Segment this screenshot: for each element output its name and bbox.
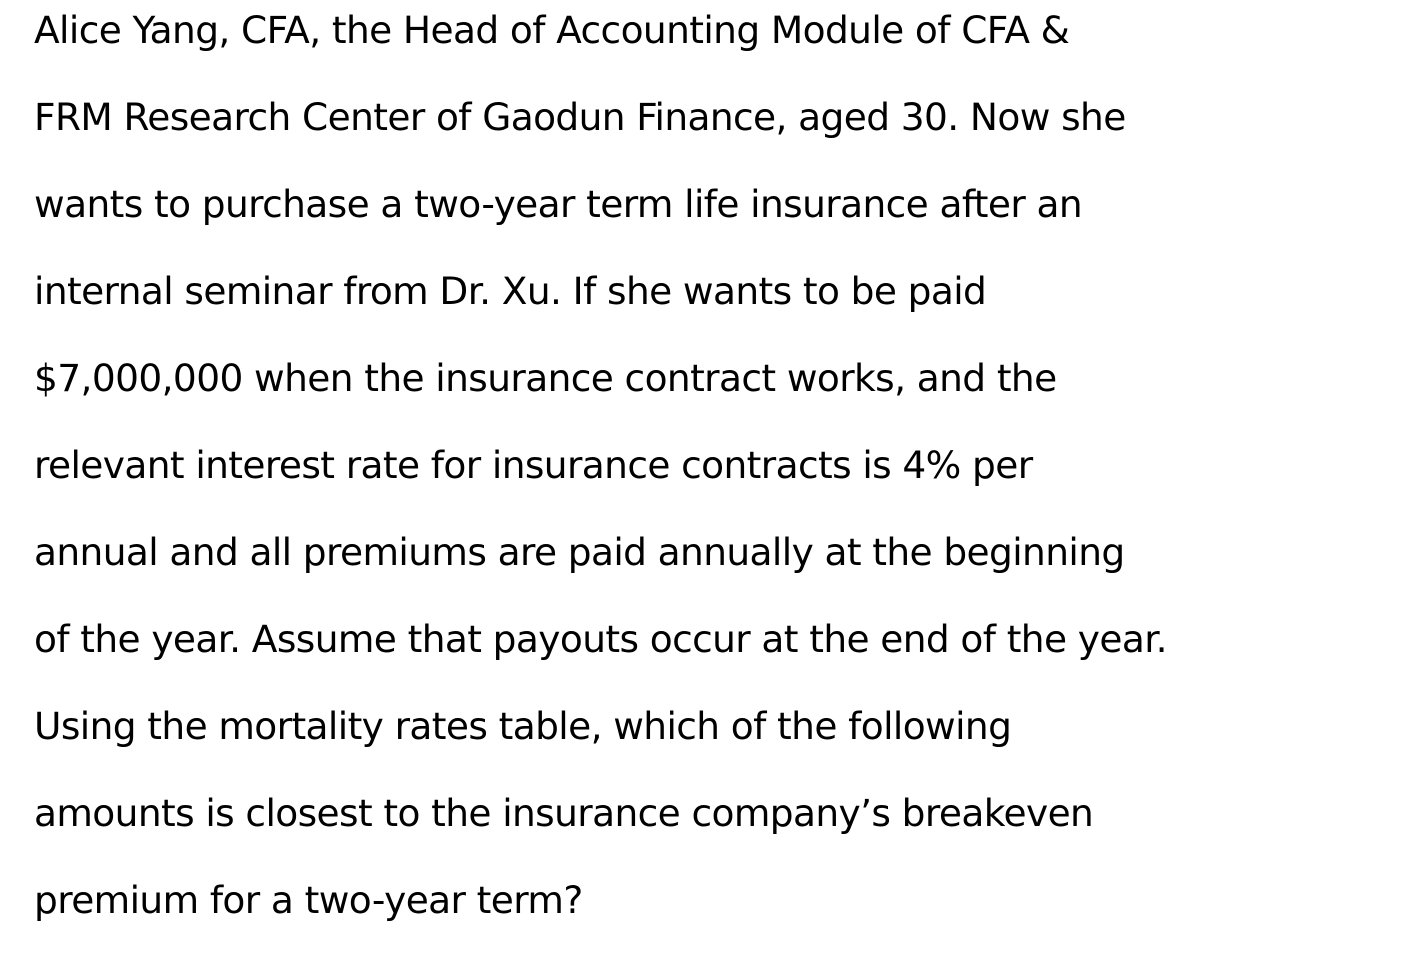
question-line-7: annual and all premiums are paid annually at the beginning	[34, 530, 1125, 574]
question-line-1: Alice Yang, CFA, the Head of Accounting Module of CFA &	[34, 8, 1070, 52]
question-line-9: Using the mortality rates table, which of the following	[34, 704, 1012, 748]
question-line-6: relevant interest rate for insurance contracts is 4% per	[34, 443, 1033, 487]
question-line-8: of the year. Assume that payouts occur at the end of the year.	[34, 617, 1167, 661]
question-line-2: FRM Research Center of Gaodun Finance, aged 30. Now she	[34, 95, 1126, 139]
question-text	[34, 0, 1399, 957]
question-line-4: internal seminar from Dr. Xu. If she wants to be paid	[34, 269, 987, 313]
question-line-10: amounts is closest to the insurance company’s breakeven	[34, 791, 1094, 835]
question-line-11: premium for a two-year term?	[34, 878, 583, 922]
question-line-5: $7,000,000 when the insurance contract works, and the	[34, 356, 1057, 400]
question-line-3: wants to purchase a two-year term life insurance after an	[34, 182, 1083, 226]
